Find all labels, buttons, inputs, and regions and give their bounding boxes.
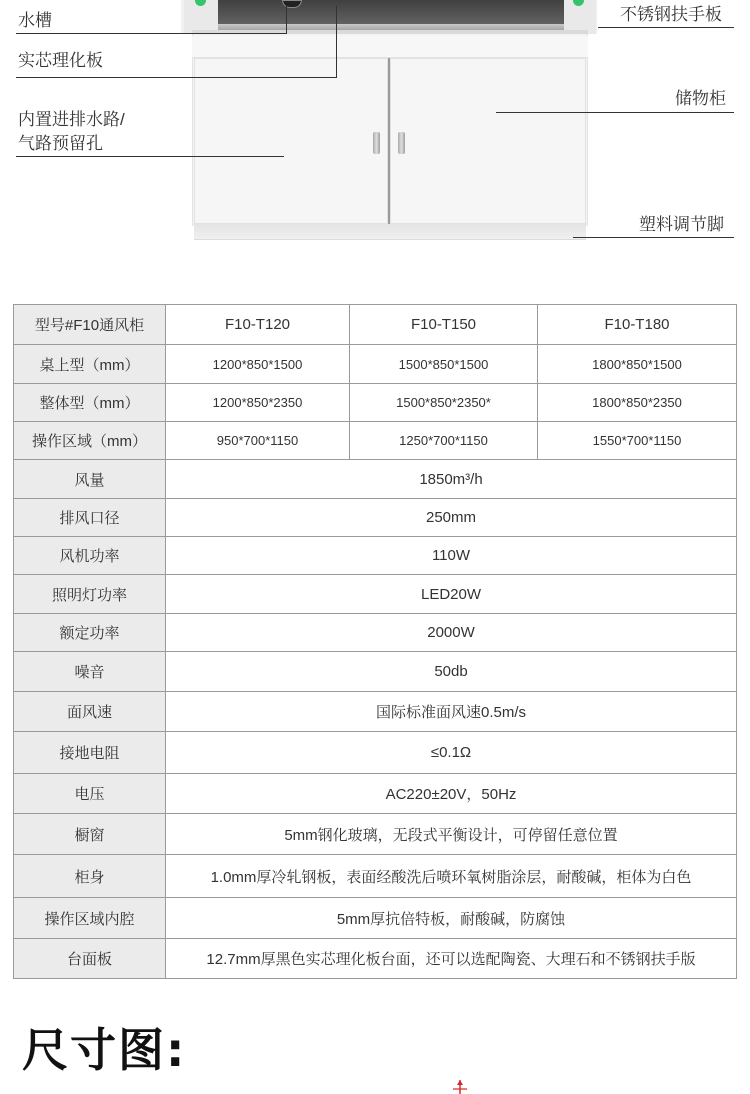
callout-sink-leader	[286, 6, 287, 34]
row-label-cell: 柜身	[14, 855, 166, 898]
table-row	[14, 898, 737, 939]
header-label-cell: 型号#F10通风柜	[14, 305, 166, 345]
row-label-cell: 照明灯功率	[14, 575, 166, 614]
row-label-cell: 接地电阻	[14, 732, 166, 774]
table-row	[14, 384, 737, 422]
table-row	[14, 774, 737, 814]
dimension-cell: 1550*700*1150	[538, 422, 737, 460]
dimension-cell: 1800*850*2350	[538, 384, 737, 422]
spec-value-cell: 国际标准面风速0.5m/s	[166, 692, 737, 732]
table-row	[14, 939, 737, 979]
table-row	[14, 652, 737, 692]
dimension-cell: 1500*850*1500	[350, 345, 538, 384]
work-surface	[218, 0, 564, 26]
table-row	[14, 422, 737, 460]
table-row	[14, 855, 737, 898]
callout-storage: 储物柜	[675, 89, 726, 108]
worktop-panel	[192, 36, 588, 58]
dimension-cell: 1800*850*1500	[538, 345, 737, 384]
spec-value-cell: LED20W	[166, 575, 737, 614]
door-handle-left	[373, 132, 380, 154]
dimension-cell: 1500*850*2350*	[350, 384, 538, 422]
row-label-cell: 额定功率	[14, 614, 166, 652]
dimension-arrow-icon	[452, 1080, 468, 1094]
cabinet-door-right	[390, 58, 586, 224]
dimension-cell: 950*700*1150	[166, 422, 350, 460]
table-row	[14, 537, 737, 575]
spec-value-cell: 1.0mm厚冷轧钢板，表面经酸洗后喷环氧树脂涂层，耐酸碱，柜体为白色	[166, 855, 737, 898]
dimension-cell: 1200*850*2350	[166, 384, 350, 422]
cabinet-plinth	[194, 224, 586, 240]
spec-value-cell: 250mm	[166, 499, 737, 537]
row-label-cell: 台面板	[14, 939, 166, 979]
spec-value-cell: 12.7mm厚黑色实芯理化板台面，还可以选配陶瓷、大理石和不锈钢扶手版	[166, 939, 737, 979]
row-label-cell: 风机功率	[14, 537, 166, 575]
row-label-cell: 操作区域（mm）	[14, 422, 166, 460]
callout-sink-line	[16, 33, 287, 34]
spec-value-cell: 50db	[166, 652, 737, 692]
row-label-cell: 噪音	[14, 652, 166, 692]
row-label-cell: 面风速	[14, 692, 166, 732]
row-label-cell: 风量	[14, 460, 166, 499]
spec-value-cell: 1850m³/h	[166, 460, 737, 499]
spec-value-cell: AC220±20V，50Hz	[166, 774, 737, 814]
callout-water-holes-2: 气路预留孔	[18, 134, 103, 153]
callout-handrail: 不锈钢扶手板	[620, 5, 722, 24]
header-model-cell: F10-T150	[350, 305, 538, 345]
table-row	[14, 575, 737, 614]
left-post	[184, 0, 218, 34]
row-label-cell: 橱窗	[14, 814, 166, 855]
callout-feet-line	[573, 237, 734, 238]
spec-value-cell: 2000W	[166, 614, 737, 652]
dimension-cell: 1250*700*1150	[350, 422, 538, 460]
spec-value-cell: 110W	[166, 537, 737, 575]
table-row	[14, 814, 737, 855]
table-row	[14, 692, 737, 732]
door-handle-right	[398, 132, 405, 154]
table-row	[14, 732, 737, 774]
callout-sink: 水槽	[18, 11, 52, 30]
callout-worktop-line	[16, 77, 337, 78]
spec-value-cell: ≤0.1Ω	[166, 732, 737, 774]
cabinet-door-left	[194, 58, 388, 224]
row-label-cell: 操作区域内腔	[14, 898, 166, 939]
callout-handrail-line	[598, 27, 734, 28]
right-post	[562, 0, 596, 34]
table-row	[14, 345, 737, 384]
spec-value-cell: 5mm厚抗倍特板，耐酸碱，防腐蚀	[166, 898, 737, 939]
callout-worktop: 实芯理化板	[18, 51, 103, 70]
indicator-light-right	[573, 0, 584, 6]
row-label-cell: 排风口径	[14, 499, 166, 537]
product-figure	[0, 0, 750, 262]
dimension-cell: 1200*850*1500	[166, 345, 350, 384]
door-gap	[388, 58, 390, 224]
indicator-light-left	[195, 0, 206, 6]
callout-water-holes-line	[16, 156, 284, 157]
section-title: 尺寸图:	[22, 1023, 187, 1077]
table-row	[14, 499, 737, 537]
row-label-cell: 整体型（mm）	[14, 384, 166, 422]
header-model-cell: F10-T180	[538, 305, 737, 345]
callout-worktop-leader	[336, 6, 337, 78]
header-model-cell: F10-T120	[166, 305, 350, 345]
callout-storage-line	[496, 112, 734, 113]
table-row	[14, 460, 737, 499]
table-header-row	[14, 305, 737, 345]
callout-water-holes-1: 内置进排水路/	[18, 110, 125, 129]
callout-feet: 塑料调节脚	[639, 215, 724, 234]
table-row	[14, 614, 737, 652]
row-label-cell: 桌上型（mm）	[14, 345, 166, 384]
spec-value-cell: 5mm钢化玻璃，无段式平衡设计，可停留任意位置	[166, 814, 737, 855]
spec-table	[13, 304, 737, 979]
row-label-cell: 电压	[14, 774, 166, 814]
